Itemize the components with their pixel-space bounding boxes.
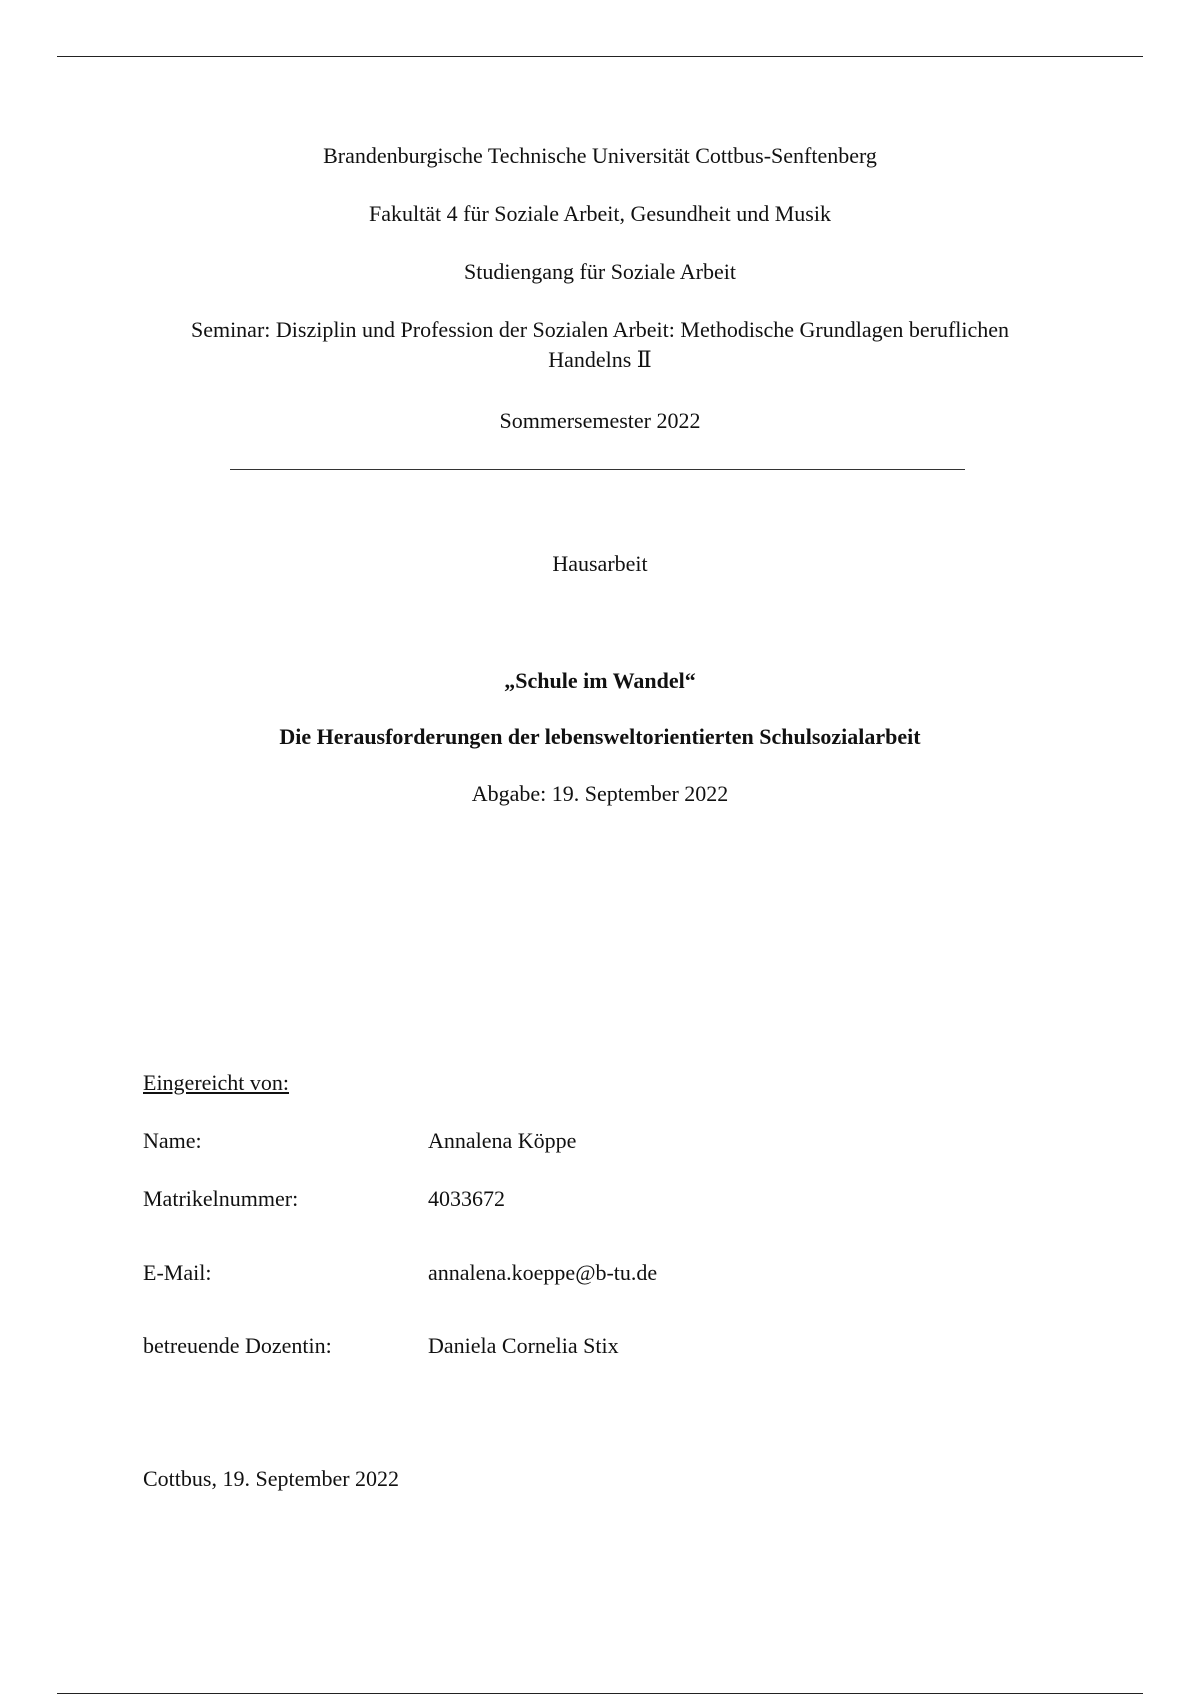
document-title: „Schule im Wandel“: [504, 668, 696, 693]
seminar-title-line-1: Seminar: Disziplin und Profession der Sozialen Arbeit: Methodische Grundlagen beruflichen: [190, 317, 1010, 342]
info-label: Name:: [143, 1128, 202, 1153]
info-value: Annalena Köppe: [428, 1128, 577, 1153]
info-row-matriculation: [143, 1184, 1043, 1214]
submitted-by-heading: Eingereicht von:: [143, 1070, 290, 1095]
info-value: Daniela Cornelia Stix: [428, 1333, 619, 1358]
info-label: Matrikelnummer:: [143, 1186, 299, 1211]
study-program: Studiengang für Soziale Arbeit: [464, 259, 736, 284]
seminar-title: [120, 315, 1080, 375]
place-and-date: Cottbus, 19. September 2022: [143, 1466, 400, 1491]
submission-deadline: Abgabe: 19. September 2022: [471, 781, 729, 806]
info-value: annalena.koeppe@b-tu.de: [428, 1260, 658, 1285]
faculty-name: Fakultät 4 für Soziale Arbeit, Gesundheit und Musik: [369, 201, 831, 226]
university-name: Brandenburgische Technische Universität Cottbus-Senftenberg: [323, 143, 877, 168]
document-subtitle: Die Herausforderungen der lebensweltorientierten Schulsozialarbeit: [279, 724, 921, 749]
page-bottom-rule: [57, 1693, 1143, 1694]
info-label: E-Mail:: [143, 1260, 212, 1285]
page-top-rule: [57, 56, 1143, 57]
info-row-lecturer: [143, 1331, 1043, 1361]
info-label: betreuende Dozentin:: [143, 1333, 332, 1358]
semester: Sommersemester 2022: [499, 408, 701, 433]
seminar-title-line-2: Handelns Ⅱ: [548, 347, 652, 372]
info-row-name: [143, 1126, 1043, 1156]
header-divider: [230, 469, 965, 470]
info-value: 4033672: [428, 1186, 505, 1211]
document-type: Hausarbeit: [552, 551, 648, 576]
info-row-email: [143, 1258, 1043, 1288]
